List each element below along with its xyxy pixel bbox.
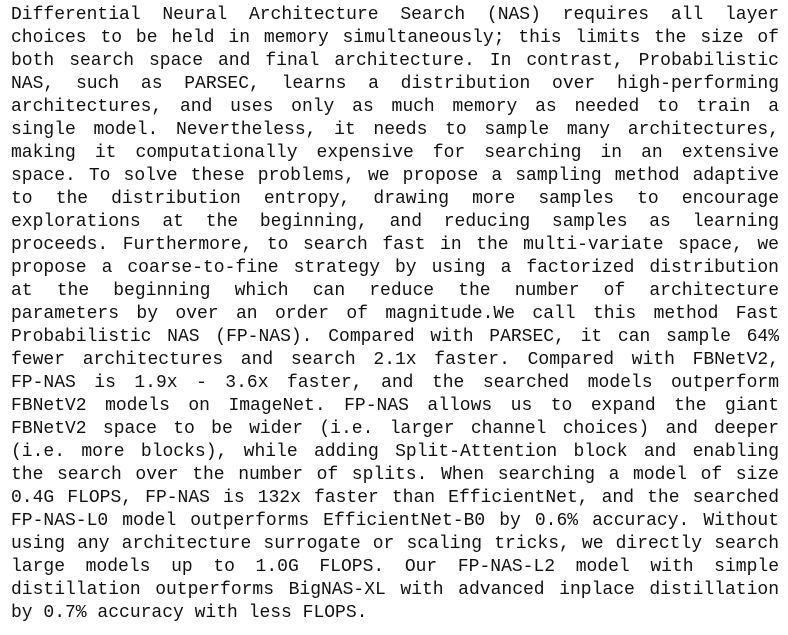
abstract-line: FP-NAS-L0 model outperforms EfficientNet-B0 by 0.6% accuracy. Without: [11, 511, 779, 531]
abstract-line: to the distribution entropy, drawing more samples to encourage: [11, 189, 779, 209]
abstract-line: at the beginning which can reduce the number of architecture: [11, 281, 779, 301]
abstract-line: single model. Nevertheless, it needs to sample many architectures,: [11, 120, 779, 140]
abstract-line: FP-NAS is 1.9x - 3.6x faster, and the searched models outperform: [11, 373, 779, 393]
abstract-line: Probabilistic NAS (FP-NAS). Compared with PARSEC, it can sample 64%: [11, 327, 779, 347]
abstract-line: 0.4G FLOPS, FP-NAS is 132x faster than EfficientNet, and the searched: [11, 488, 779, 508]
abstract-line: large models up to 1.0G FLOPS. Our FP-NAS-L2 model with simple: [11, 557, 779, 577]
abstract-line: (i.e. more blocks), while adding Split-Attention block and enabling: [11, 442, 779, 462]
abstract-line: parameters by over an order of magnitude.We call this method Fast: [11, 304, 779, 324]
abstract-text: [11, 4, 779, 625]
abstract-line: distillation outperforms BigNAS-XL with advanced inplace distillation: [11, 580, 779, 600]
abstract-line: by 0.7% accuracy with less FLOPS.: [11, 603, 368, 623]
abstract-line: architectures, and uses only as much memory as needed to train a: [11, 97, 779, 117]
abstract-line: propose a coarse-to-fine strategy by using a factorized distribution: [11, 258, 779, 278]
abstract-line: the search over the number of splits. When searching a model of size: [11, 465, 779, 485]
abstract-line: NAS, such as PARSEC, learns a distribution over high-performing: [11, 74, 779, 94]
abstract-line: space. To solve these problems, we propose a sampling method adaptive: [11, 166, 779, 186]
abstract-line: both search space and final architecture. In contrast, Probabilistic: [11, 51, 779, 71]
abstract-line: Differential Neural Architecture Search (NAS) requires all layer: [11, 5, 779, 25]
abstract-line: FBNetV2 models on ImageNet. FP-NAS allows us to expand the giant: [11, 396, 779, 416]
abstract-line: fewer architectures and search 2.1x faster. Compared with FBNetV2,: [11, 350, 779, 370]
abstract-line: using any architecture surrogate or scaling tricks, we directly search: [11, 534, 779, 554]
abstract-line: proceeds. Furthermore, to search fast in the multi-variate space, we: [11, 235, 779, 255]
abstract-line: making it computationally expensive for searching in an extensive: [11, 143, 779, 163]
abstract-line: explorations at the beginning, and reducing samples as learning: [11, 212, 779, 232]
abstract-line: choices to be held in memory simultaneously; this limits the size of: [11, 28, 779, 48]
abstract-line: FBNetV2 space to be wider (i.e. larger channel choices) and deeper: [11, 419, 779, 439]
